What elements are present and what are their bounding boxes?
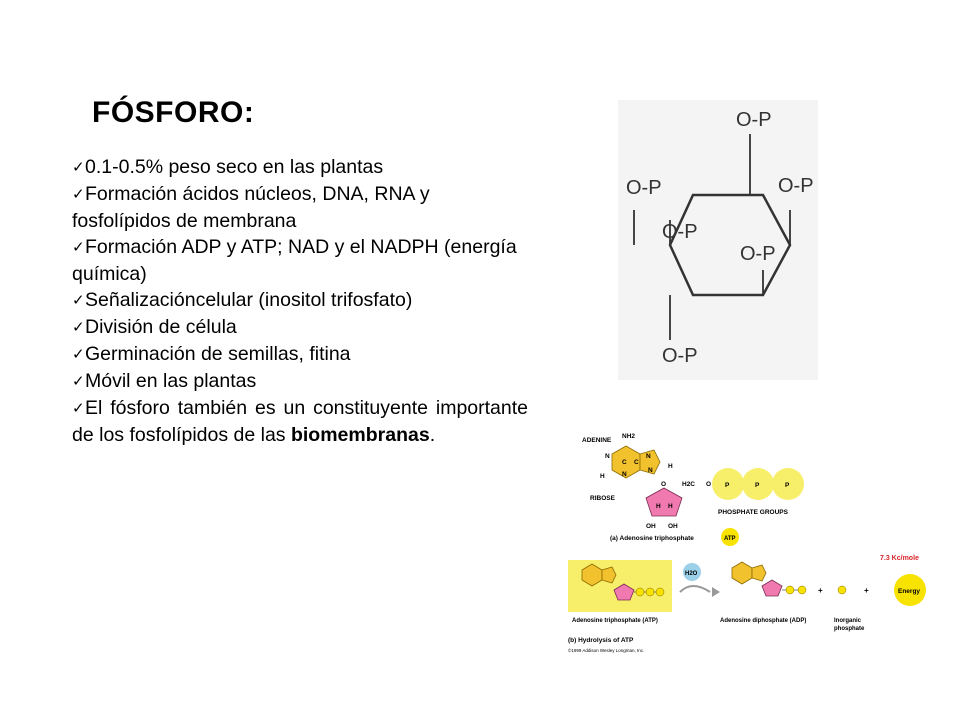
svg-text:C: C (634, 459, 639, 466)
svg-text:N: N (646, 453, 651, 460)
phosphate-groups-label: PHOSPHATE GROUPS (718, 509, 788, 516)
check-icon: ✓ (72, 373, 85, 390)
ribose-ring (646, 488, 682, 516)
phosphate-label: O-P (662, 345, 698, 367)
bullet-item: ✓Móvil en las plantas (72, 368, 528, 395)
caption-b: (b) Hydrolysis of ATP (568, 637, 634, 644)
svg-text:H2C: H2C (682, 481, 696, 488)
svg-text:P: P (785, 482, 790, 489)
check-icon: ✓ (72, 400, 85, 417)
svg-text:H: H (600, 473, 605, 480)
atp-hydrolysis-diagram (560, 420, 940, 660)
bullet-item: ✓Formación ácidos núcleos, DNA, RNA y fosfolípidos de membrana (72, 183, 430, 232)
phosphate-label: O-P (626, 177, 662, 199)
energy-value: 7.3 Kc/mole (880, 555, 919, 562)
svg-text:P: P (755, 482, 760, 489)
svg-text:C: C (622, 459, 627, 466)
bullet-item: ✓División de célula (72, 314, 528, 341)
caption-a: (a) Adenosine triphosphate (610, 535, 694, 542)
svg-text:OH: OH (646, 523, 656, 530)
svg-text:H2O: H2O (685, 571, 698, 577)
bullet-list (72, 154, 528, 448)
bullet-item: ✓0.1-0.5% peso seco en las plantas (72, 154, 528, 181)
svg-text:N: N (605, 453, 610, 460)
svg-text:O: O (706, 481, 712, 488)
check-icon: ✓ (72, 292, 85, 309)
svg-text:+: + (864, 586, 869, 595)
check-icon: ✓ (72, 239, 85, 256)
svg-text:+: + (818, 586, 823, 595)
adenine-label: ADENINE (582, 437, 612, 444)
check-icon: ✓ (72, 186, 85, 203)
slide-title: FÓSFORO: (92, 96, 255, 129)
phosphate-label: O-P (662, 221, 698, 243)
svg-text:Energy: Energy (898, 588, 921, 595)
bullet-item: ✓Germinación de semillas, fitina (72, 341, 528, 368)
adp-label: Adenosine diphosphate (ADP) (720, 618, 807, 624)
svg-text:ATP: ATP (724, 536, 736, 542)
phosphate-label: O-P (736, 109, 772, 131)
check-icon: ✓ (72, 159, 85, 176)
svg-text:H: H (668, 503, 673, 510)
ribose-label: RIBOSE (590, 495, 615, 502)
svg-text:N: N (622, 471, 627, 478)
svg-text:H: H (656, 503, 661, 510)
svg-text:P: P (725, 482, 730, 489)
nh2-label: NH2 (622, 433, 636, 440)
svg-text:H: H (668, 463, 673, 470)
phosphate-label: phosphate (834, 626, 865, 632)
svg-text:N: N (648, 467, 653, 474)
bullet-item: ✓El fósforo también es un constituyente importante de los fosfolípidos de las biomembranas. (72, 397, 528, 446)
copyright-note: ©1999 Addison Wesley Longman, Inc. (568, 648, 645, 653)
adenine-ring (600, 446, 673, 480)
phosphate-groups (712, 468, 804, 500)
inositol-phosphate-diagram (618, 100, 818, 380)
svg-text:OH: OH (668, 523, 678, 530)
check-icon: ✓ (72, 346, 85, 363)
svg-text:O: O (661, 481, 667, 488)
inorganic-label: Inorganic (834, 618, 862, 624)
check-icon: ✓ (72, 319, 85, 336)
phosphate-label: O-P (778, 175, 814, 197)
atp-label: Adenosine triphosphate (ATP) (572, 618, 658, 624)
phosphate-label: O-P (740, 243, 776, 265)
bullet-item: ✓Señalizacióncelular (inositol trifosfato) (72, 287, 528, 314)
bullet-item: ✓Formación ADP y ATP; NAD y el NADPH (energía química) (72, 236, 517, 285)
arrow-icon (712, 587, 720, 597)
